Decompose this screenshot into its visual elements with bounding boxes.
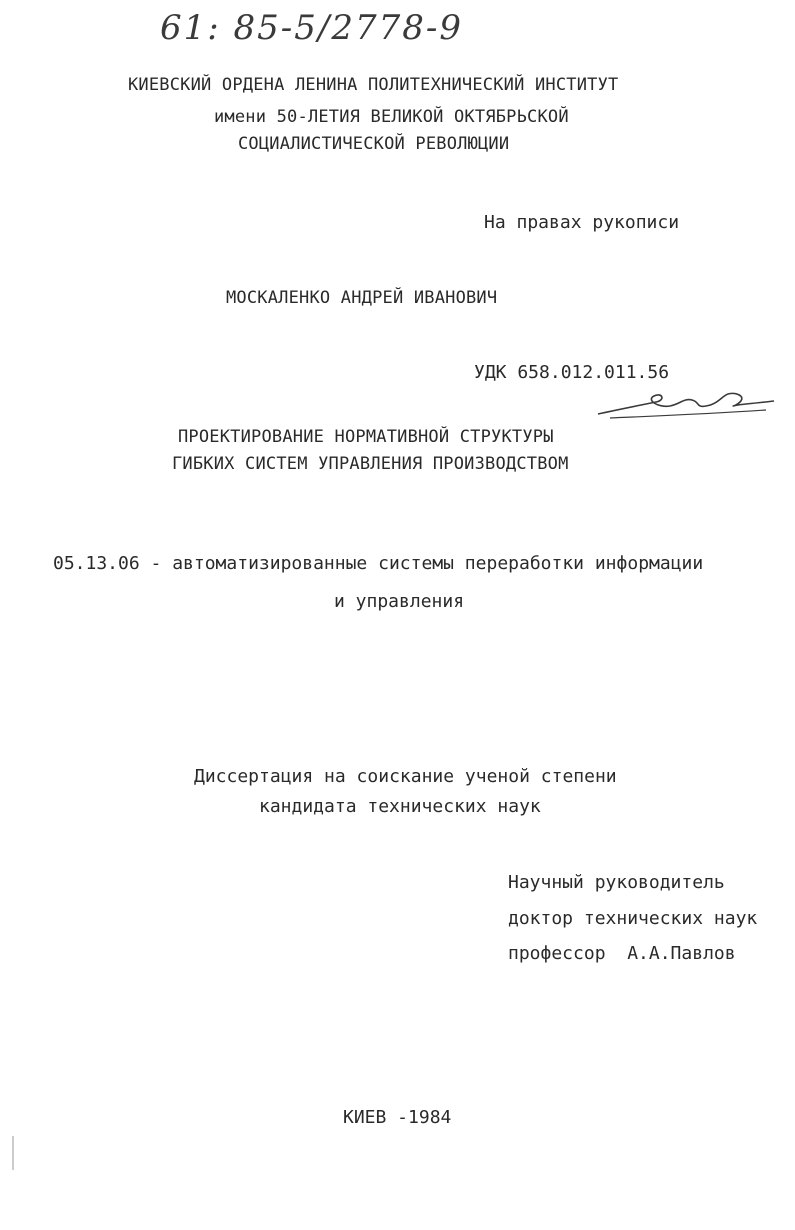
udc-code: УДК 658.012.011.56 bbox=[474, 362, 670, 383]
specialty-line1: 05.13.06 - автоматизированные системы переработки информации bbox=[53, 553, 704, 574]
institute-name-line2: имени 50-ЛЕТИЯ ВЕЛИКОЙ ОКТЯБРЬСКОЙ bbox=[214, 107, 569, 127]
dissertation-title-line1: ПРОЕКТИРОВАНИЕ НОРМАТИВНОЙ СТРУКТУРЫ bbox=[178, 427, 554, 447]
supervisor-line3: профессор А.А.Павлов bbox=[508, 943, 736, 964]
degree-line1: Диссертация на соискание ученой степени bbox=[194, 766, 617, 787]
supervisor-line2: доктор технических наук bbox=[508, 908, 758, 929]
dissertation-title-line2: ГИБКИХ СИСТЕМ УПРАВЛЕНИЯ ПРОИЗВОДСТВОМ bbox=[172, 454, 569, 474]
scan-edge-mark bbox=[12, 1136, 14, 1170]
institute-name-line1: КИЕВСКИЙ ОРДЕНА ЛЕНИНА ПОЛИТЕХНИЧЕСКИЙ ИНСТИТУТ bbox=[128, 75, 619, 95]
author-name: МОСКАЛЕНКО АНДРЕЙ ИВАНОВИЧ bbox=[226, 288, 498, 308]
handwritten-archive-code: 61: 85-5/2778-9 bbox=[160, 8, 464, 48]
signature bbox=[596, 384, 776, 424]
institute-name-line3: СОЦИАЛИСТИЧЕСКОЙ РЕВОЛЮЦИИ bbox=[238, 134, 510, 154]
supervisor-line1: Научный руководитель bbox=[508, 872, 725, 893]
specialty-line2: и управления bbox=[334, 591, 465, 612]
rights-note: На правах рукописи bbox=[484, 212, 680, 233]
city-year: КИЕВ -1984 bbox=[343, 1107, 452, 1128]
degree-line2: кандидата технических наук bbox=[259, 796, 541, 817]
